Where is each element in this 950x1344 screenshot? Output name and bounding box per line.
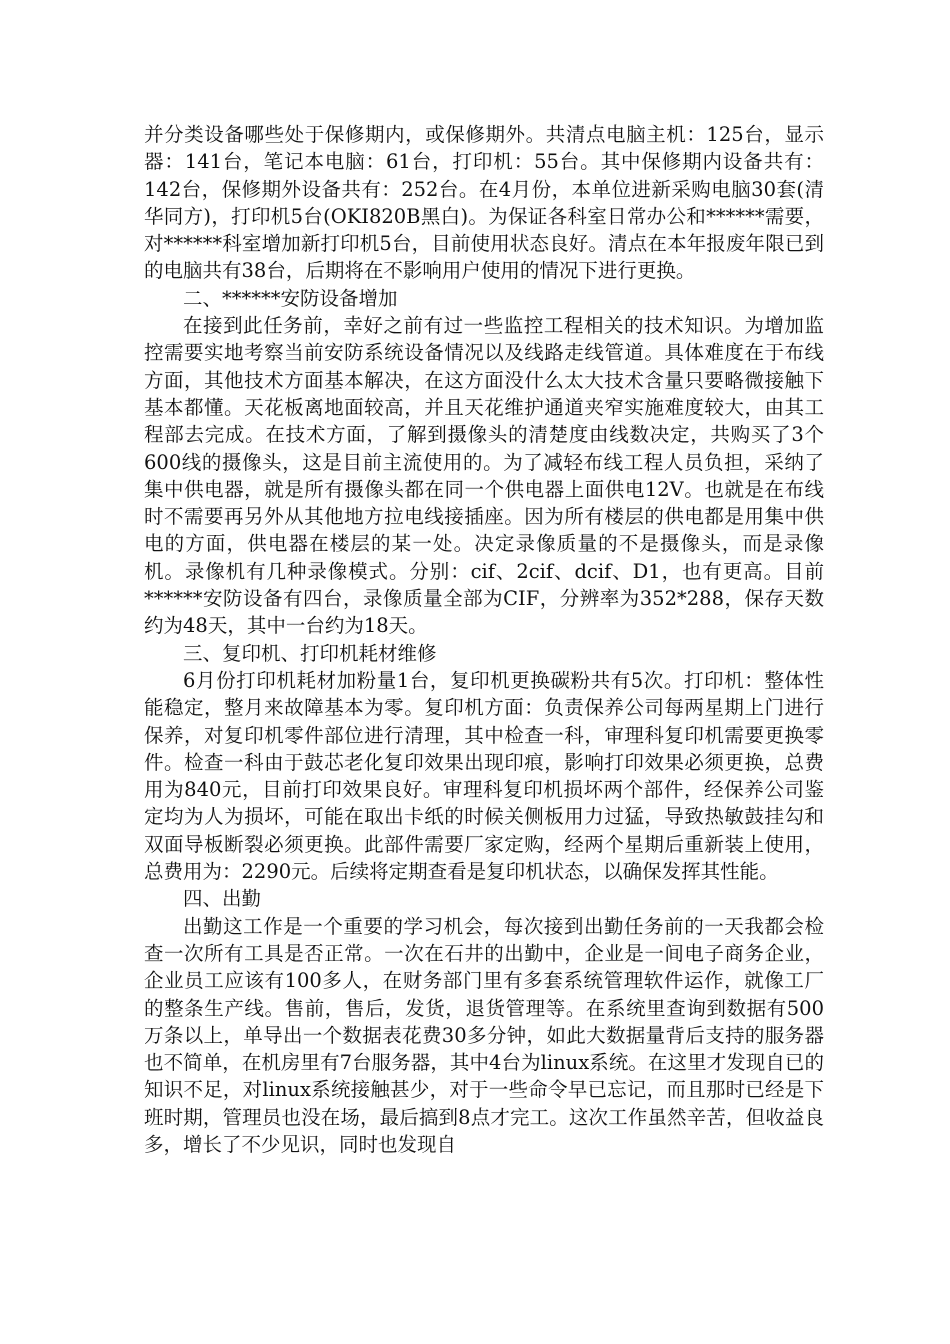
section-heading-security: 二、******安防设备增加 — [183, 286, 398, 310]
paragraph-copier: 6月份打印机耗材加粉量1台，复印机更换碳粉共有5次。打印机：整体性能稳定，整月来故障基本为零。复印机方面：负责保养公司每两星期上门进行保养，对复印机零件部位进行清理，其中检查一科，审理科复印机需要更换零件。检查一科由于鼓芯老化复印效果出现印痕，影响打印效果必须更换，总费用为840元，目前打印效果良好。审理科复印机损坏两个部件，经保养公司鉴定均为人为损坏，可能在取出卡纸的时候关侧板用力过猛，导致热敏鼓挂勾和双面导板断裂必须更换。此部件需要厂家定购，经两个星期后重新装上使用，总费用为：2290元。后续将定期查看是复印机状态，以确保发挥其性能。 — [144, 668, 824, 884]
document-body — [144, 121, 824, 1158]
paragraph-security: 在接到此任务前，幸好之前有过一些监控工程相关的技术知识。为增加监控需要实地考察当前安防系统设备情况以及线路走线管道。具体难度在于布线方面，其他技术方面基本解决，在这方面没什么太大技术含量只要略微接触下基本都懂。天花板离地面较高，并且天花维护通道夹窄实施难度较大，由其工程部去完成。在技术方面，了解到摄像头的清楚度由线数决定，共购买了3个600线的摄像头，这是目前主流使用的。为了减轻布线工程人员负担，采纳了集中供电器，就是所有摄像头都在同一个供电器上面供电12V。也就是在布线时不需要再另外从其他地方拉电线接插座。因为所有楼层的供电都是用集中供电的方面，供电器在楼层的某一处。决定录像质量的不是摄像头，而是录像机。录像机有几种录像模式。分别：cif、2cif、dcif、D1，也有更高。目前******安防设备有四台，录像质量全部为CIF，分辨率为352*288，保存天数约为48天，其中一台约为18天。 — [144, 314, 824, 638]
paragraph-attendance: 出勤这工作是一个重要的学习机会，每次接到出勤任务前的一天我都会检查一次所有工具是否正常。一次在石井的出勤中，企业是一间电子商务企业，企业员工应该有100多人，在财务部门里有多套系统管理软件运作，就像工厂的整条生产线。售前，售后，发货，退货管理等。在系统里查询到数据有500万条以上，单导出一个数据表花费30多分钟，如此大数据量背后支持的服务器也不简单，在机房里有7台服务器，其中4台为linux系统。在这里才发现自已的知识不足，对linux系统接触甚少，对于一些命令早已忘记，而且那时已经是下班时期，管理员也没在场，最后搞到8点才完工。这次工作虽然辛苦，但收益良多，增长了不少见识，同时也发现自 — [144, 914, 824, 1156]
paragraph-inventory: 并分类设备哪些处于保修期内，或保修期外。共清点电脑主机：125台，显示器：141台，笔记本电脑：61台，打印机：55台。其中保修期内设备共有：142台，保修期外设备共有：252台。在4月份，本单位进新采购电脑30套(清华同方)，打印机5台(OKI820B黑白)。为保证各科室日常办公和******需要，对******科室增加新打印机5台，目前使用状态良好。清点在本年报废年限已到的电脑共有38台，后期将在不影响用户使用的情况下进行更换。 — [144, 123, 824, 283]
section-heading-attendance: 四、出勤 — [183, 887, 262, 911]
section-heading-copier: 三、复印机、打印机耗材维修 — [183, 641, 437, 665]
